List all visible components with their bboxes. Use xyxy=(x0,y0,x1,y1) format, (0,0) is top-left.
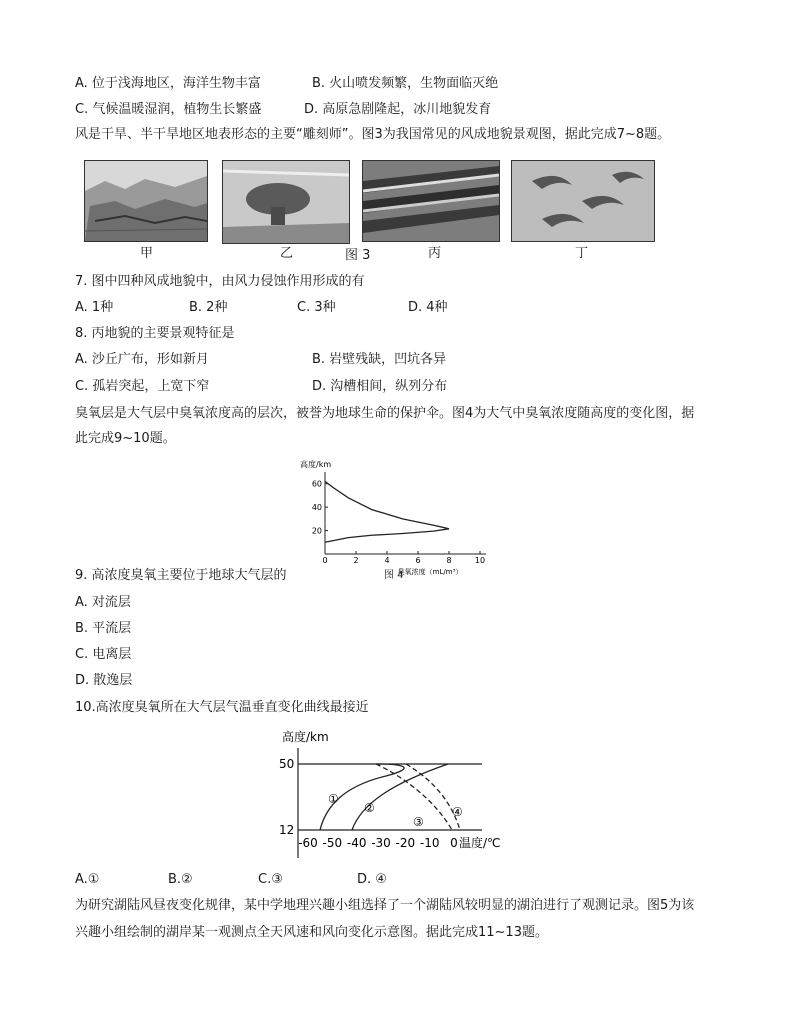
ozone-intro-line1: 臭氧层是大气层中臭氧浓度高的层次，被誉为地球生命的保护伞。图4为大气中臭氧浓度随高度的变化图，据 xyxy=(75,406,695,421)
ozone-xtick-label: 6 xyxy=(415,556,421,565)
q7-option-b: B. 2种 xyxy=(189,300,228,315)
grooved-terrain-photo xyxy=(363,161,499,241)
ozone-xtick-label: 4 xyxy=(384,556,390,565)
ozone-ytick-label: 60 xyxy=(311,479,322,489)
photo-ding xyxy=(511,160,655,242)
temp-xtick-label: -10 xyxy=(419,836,440,850)
curve-label-2: ② xyxy=(364,801,375,815)
q10-option-d: D. ④ xyxy=(357,872,387,887)
fig3-label-jia: 甲 xyxy=(140,246,154,261)
ozone-xtick-label: 0 xyxy=(322,556,328,565)
q9-option-a: A. 对流层 xyxy=(75,595,131,610)
q9-option-c: C. 电离层 xyxy=(75,647,132,662)
fig3-label-yi: 乙 xyxy=(280,246,294,261)
q7-option-d: D. 4种 xyxy=(408,300,448,315)
temp-chart-ylabel: 高度/km xyxy=(282,730,329,744)
ozone-chart-ylabel: 高度/km xyxy=(300,460,332,469)
ozone-chart xyxy=(290,456,495,581)
lake-intro-line1: 为研究湖陆风昼夜变化规律，某中学地理兴趣小组选择了一个湖陆风较明显的湖泊进行了观测记录。图5为该 xyxy=(75,898,695,913)
q9-option-d: D. 散逸层 xyxy=(75,673,133,688)
fig3-label-bing: 丙 xyxy=(428,246,442,261)
ozone-chart-xlabel: 臭氧浓度（mL/m³） xyxy=(397,568,463,576)
barchan-dunes-photo xyxy=(512,161,654,241)
mushroom-rock-photo xyxy=(223,161,349,243)
temp-xtick-label: -40 xyxy=(346,836,367,850)
q7-stem: 7. 图中四种风成地貌中，由风力侵蚀作用形成的有 xyxy=(75,274,365,289)
q6-option-d: D. 高原急剧隆起，冰川地貌发育 xyxy=(304,102,492,117)
q8-option-a: A. 沙丘广布，形如新月 xyxy=(75,352,209,367)
photo-yi xyxy=(222,160,350,244)
photo-jia xyxy=(84,160,208,242)
photo-bing xyxy=(362,160,500,242)
q7-option-a: A. 1种 xyxy=(75,300,114,315)
q10-option-c: C.③ xyxy=(258,872,283,887)
fig3-label-ding: 丁 xyxy=(575,246,589,261)
temp-xtick-label: 0 xyxy=(450,836,458,850)
ozone-ytick-label: 20 xyxy=(311,526,322,536)
ozone-intro-line2: 此完成9~10题。 xyxy=(75,431,176,446)
lake-intro-line2: 兴趣小组绘制的湖岸某一观测点全天风速和风向变化示意图。据此完成11~13题。 xyxy=(75,925,548,940)
q6-option-c: C. 气候温暖湿润，植物生长繁盛 xyxy=(75,102,262,117)
q8-option-c: C. 孤岩突起，上宽下窄 xyxy=(75,379,210,394)
q6-option-b: B. 火山喷发频繁，生物面临灭绝 xyxy=(312,76,499,91)
fig3-caption: 图 3 xyxy=(345,248,371,263)
q10-option-b: B.② xyxy=(168,872,193,887)
q9-stem: 9. 高浓度臭氧主要位于地球大气层的 xyxy=(75,568,287,583)
fig4-caption: 图 4 xyxy=(384,570,404,581)
temp-chart-xlabel: 温度/℃ xyxy=(459,836,501,850)
ozone-series-line xyxy=(325,481,449,542)
ozone-xtick-label: 2 xyxy=(353,556,359,565)
q6-option-a: A. 位于浅海地区，海洋生物丰富 xyxy=(75,76,261,91)
q7-option-c: C. 3种 xyxy=(297,300,336,315)
curve-label-1: ① xyxy=(328,792,339,806)
yardang-photo xyxy=(85,161,207,241)
temp-xtick-label: -60 xyxy=(298,836,318,850)
temp-chart-ytick-50: 50 xyxy=(279,757,295,771)
temp-xtick-label: -20 xyxy=(395,836,416,850)
curve-label-4: ④ xyxy=(452,805,463,819)
temperature-chart xyxy=(266,726,528,862)
curve-2 xyxy=(352,764,448,830)
temp-xtick-label: -30 xyxy=(371,836,391,850)
ozone-ytick-label: 40 xyxy=(311,503,322,513)
wind-intro: 风是干旱、半干旱地区地表形态的主要“雕刻师”。图3为我国常见的风成地貌景观图，据此完成7~8题。 xyxy=(75,127,671,142)
q9-option-b: B. 平流层 xyxy=(75,621,132,636)
q8-stem: 8. 丙地貌的主要景观特征是 xyxy=(75,326,235,341)
q8-option-d: D. 沟槽相间，纵列分布 xyxy=(312,379,448,394)
q10-option-a: A.① xyxy=(75,872,100,887)
ozone-xtick-label: 8 xyxy=(446,556,452,565)
temp-xtick-label: -50 xyxy=(322,836,343,850)
q10-stem: 10.高浓度臭氧所在大气层气温垂直变化曲线最接近 xyxy=(75,700,369,715)
curve-label-3: ③ xyxy=(413,815,424,829)
q8-option-b: B. 岩壁残缺，凹坑各异 xyxy=(312,352,447,367)
ozone-xtick-label: 10 xyxy=(474,556,486,565)
temp-chart-ytick-12: 12 xyxy=(279,823,295,837)
